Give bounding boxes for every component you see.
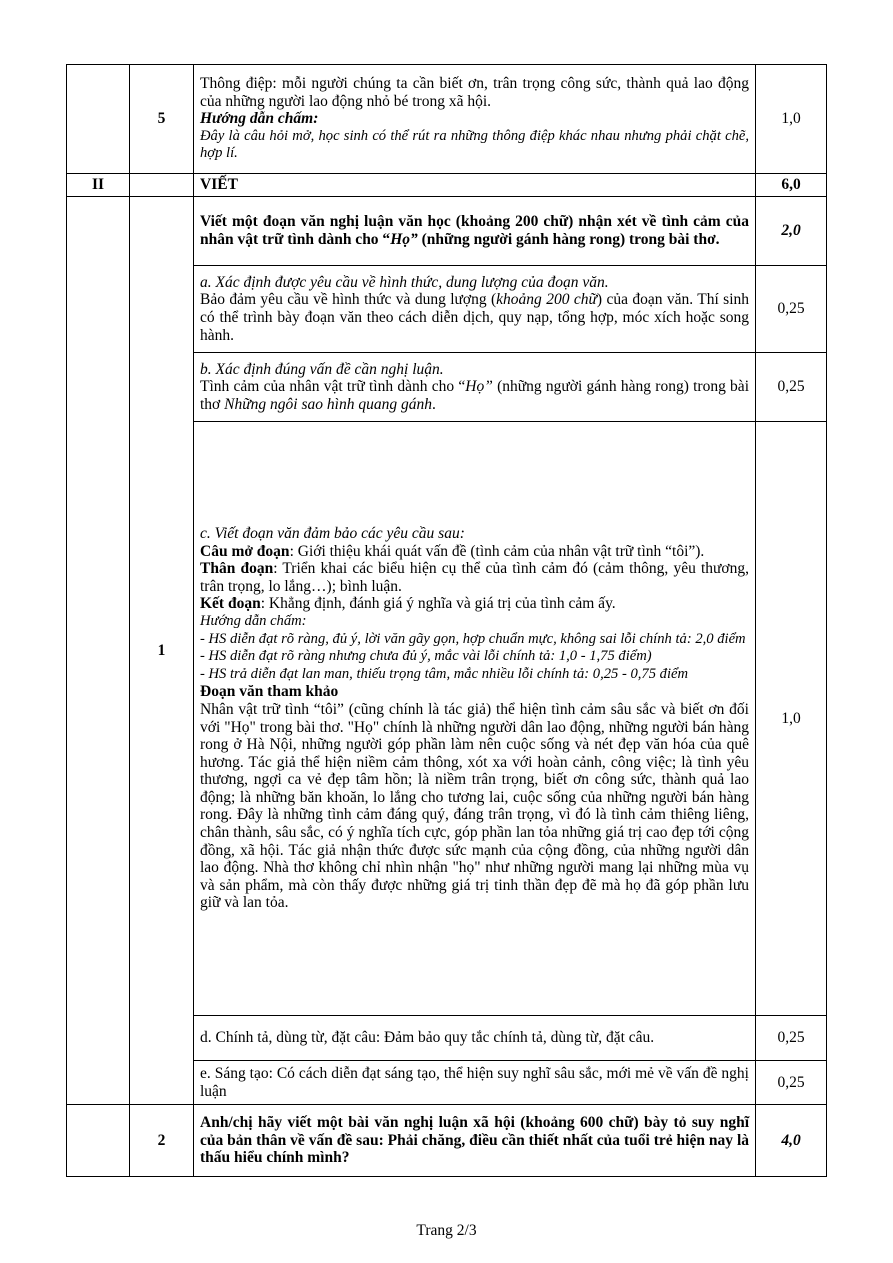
table-row	[67, 1105, 827, 1177]
criterion-text: Tình cảm của nhân vật trữ tình dành cho “	[200, 378, 466, 396]
criterion-c	[194, 422, 756, 1016]
question-number: 1	[130, 197, 194, 1105]
message-text: Thông điệp: mỗi người chúng ta cần biết ơn, trân trọng công sức, thành quả lao động của những người lao động nhỏ bé trong xã hội.	[200, 75, 749, 110]
score-cell: 0,25	[756, 266, 827, 353]
intro-label: Câu mở đoạn	[200, 542, 290, 560]
page-number: Trang 2/3	[416, 1222, 477, 1239]
answer-content	[194, 65, 756, 174]
question-number: 5	[130, 65, 194, 174]
score-cell: 0,25	[756, 1061, 827, 1105]
criterion-e: e. Sáng tạo: Có cách diễn đạt sáng tạo, thể hiện suy nghĩ sâu sắc, mới mẻ về vấn đề nghị luận	[194, 1061, 756, 1105]
question-score: 4,0	[756, 1105, 827, 1177]
prompt-emphasis: Họ”	[390, 231, 418, 248]
score-cell: 1,0	[756, 65, 827, 174]
question-number	[130, 174, 194, 197]
table-row	[67, 65, 827, 174]
criterion-text: (những người gánh hàng rong) trong bài thơ	[200, 378, 749, 413]
sample-paragraph-label: Đoạn văn tham khảo	[200, 683, 339, 701]
section-cell	[67, 65, 130, 174]
sample-paragraph-text: Nhân vật trữ tình “tôi” (cũng chính là tác giả) thể hiện tình cảm sâu sắc và biết ơn đối với "Họ" trong bài thơ. "Họ" chính là những người dân lao động, những người bán hàng rong ở Hà Nội, những người góp phần làm nên cuộc sống và nét đẹp văn hóa của quê hương. Tác giả thể hiện niềm cảm thông, xót xa với hoàn cảnh, công việc; là tình yêu thương, ngợi ca vẻ đẹp tâm hồn; là niềm trân trọng, biết ơn công sức, thành quả lao động; là những băn khoăn, lo lắng cho tương lai, cuộc sống của những người bán hàng rong. Đây là những tình cảm đáng quý, đáng trân trọng, vì đó là tình cảm thiêng liêng, chân thành, sâu sắc, có ý nghĩa tích cực, góp phần lan tỏa những giá trị cao đẹp tới cộng đồng, xã hội. Tác giả nhận thức được sức mạnh của cộng đồng, của những người dân lao động. Nhà thơ không chỉ nhìn nhận "họ" như những người mang lại những mùa vụ và sản phẩm, mà còn thấy được những giá trị tinh thần đẹp đẽ mà họ đã góp phần lưu giữ và lan tỏa.	[200, 700, 749, 912]
table-row	[67, 197, 827, 266]
grading-guide-text: Đây là câu hỏi mở, học sinh có thể rút ra những thông điệp khác nhau nhưng phải chặt chẽ, hợp lí.	[200, 127, 749, 162]
grading-guide-label: Hướng dẫn chấm:	[200, 110, 319, 128]
poem-title: Những ngôi sao hình quang gánh	[224, 395, 432, 413]
section-cell	[67, 197, 130, 1105]
intro-text: : Giới thiệu khái quát vấn đề (tình cảm của nhân vật trữ tình “tôi”).	[289, 542, 705, 560]
criterion-emphasis: Họ”	[465, 378, 493, 396]
criterion-emphasis: khoảng 200 chữ	[496, 291, 597, 309]
grading-guide-label: Hướng dẫn chấm:	[200, 612, 307, 629]
body-label: Thân đoạn	[200, 560, 274, 578]
score-cell: 1,0	[756, 422, 827, 1016]
score-cell: 0,25	[756, 353, 827, 422]
criterion-text: .	[431, 395, 436, 413]
prompt-text: Viết một đoạn văn nghị luận văn học (khoảng 200 chữ) nhận xét về tình cảm của nhân vật trữ tình dành cho “	[200, 213, 749, 248]
grading-guide-item: - HS diễn đạt rõ ràng nhưng chưa đủ ý, mắc vài lỗi chính tả: 1,0 - 1,75 điểm)	[200, 648, 652, 665]
score-cell: 0,25	[756, 1016, 827, 1061]
body-text: : Triển khai các biểu hiện cụ thể của tình cảm đó (cảm thông, yêu thương, trân trọng, lo lắng…); bình luận.	[200, 560, 749, 595]
section-number: II	[67, 174, 130, 197]
criterion-heading: b. Xác định đúng vấn đề cần nghị luận.	[200, 360, 444, 378]
criterion-text: ) của đoạn văn. Thí sinh có thể trình bày đoạn văn theo cách diễn dịch, quy nạp, tổng hợp, móc xích hoặc song hành.	[200, 291, 750, 344]
criterion-heading: c. Viết đoạn văn đảm bảo các yêu cầu sau:	[200, 524, 465, 542]
criterion-a	[194, 266, 756, 353]
ending-text: : Khẳng định, đánh giá ý nghĩa và giá trị của tình cảm ấy.	[260, 595, 616, 613]
grading-guide-item: - HS trả diễn đạt lan man, thiếu trọng tâm, mắc nhiều lỗi chính tả: 0,25 - 0,75 điểm	[200, 665, 689, 682]
question-prompt	[194, 197, 756, 266]
prompt-text: (những người gánh hàng rong) trong bài thơ.	[417, 231, 720, 248]
criterion-text: Bảo đảm yêu cầu về hình thức và dung lượng (	[200, 291, 497, 309]
criterion-d: d. Chính tả, dùng từ, đặt câu: Đảm bảo quy tắc chính tả, dùng từ, đặt câu.	[194, 1016, 756, 1061]
section-cell	[67, 1105, 130, 1177]
criterion-heading: a. Xác định được yêu cầu về hình thức, dung lượng của đoạn văn.	[200, 273, 609, 291]
grading-guide-item: - HS diễn đạt rõ ràng, đủ ý, lời văn gãy gọn, hợp chuẩn mực, không sai lỗi chính tả: 2,0 điểm	[200, 630, 746, 647]
question-score: 2,0	[756, 197, 827, 266]
question-prompt: Anh/chị hãy viết một bài văn nghị luận xã hội (khoảng 600 chữ) bày tỏ suy nghĩ của bản thân về vấn đề sau: Phải chăng, điều cần thiết nhất của tuổi trẻ hiện nay là thấu hiểu chính mình?	[194, 1105, 756, 1177]
question-number: 2	[130, 1105, 194, 1177]
criterion-b	[194, 353, 756, 422]
ending-label: Kết đoạn	[200, 595, 261, 613]
section-score: 6,0	[756, 174, 827, 197]
section-row	[67, 174, 827, 197]
grading-table	[66, 64, 827, 1177]
section-title: VIẾT	[194, 174, 756, 197]
